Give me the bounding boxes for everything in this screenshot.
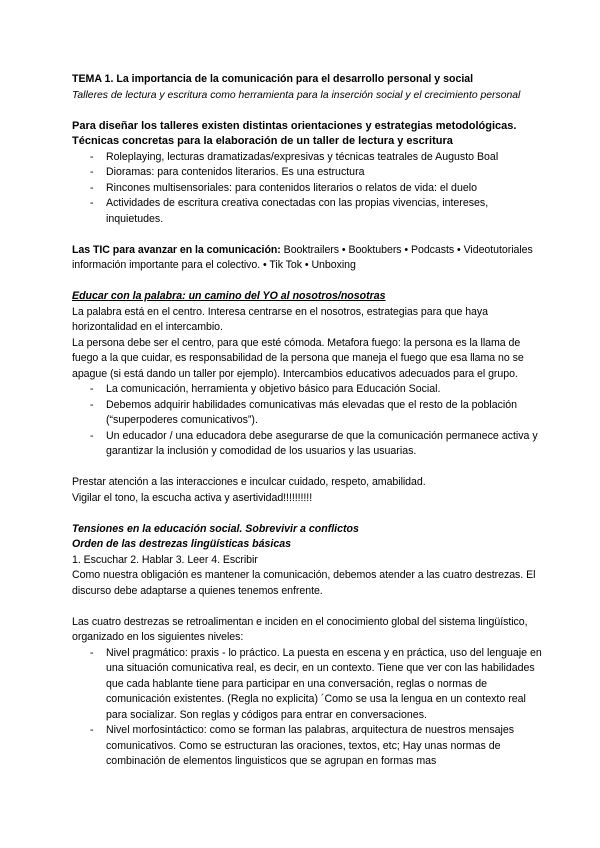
dash-marker: - — [90, 383, 94, 395]
tic-lead: Las TIC para avanzar en la comunicación: — [72, 243, 281, 256]
dash-marker: - — [90, 197, 94, 209]
tic-paragraph — [72, 243, 542, 274]
section2-para2: La persona debe ser el centro, para que esté cómoda. Metafora fuego: la persona es la llama de fuego a la que cuidar, es responsabilidad de la persona que maneja el fuego que esa llama no se apague (si está dando un taller por ejemplo). Intercambios educativos adecuados para el grupo. — [72, 336, 524, 380]
section3-para1: Como nuestra obligación es mantener la comunicación, debemos atender a las cuatro destrezas. El discurso debe adaptarse a quienes tenemos enfrente. — [72, 569, 536, 597]
dash-marker: - — [90, 181, 94, 194]
dash-marker: - — [90, 429, 94, 442]
section1-heading2: Técnicas concretas para la elaboración de un taller de lectura y escritura — [72, 135, 453, 147]
list-item: - Un educador / una educadora debe asegurarse de que la comunicación permanece activa y garantizar la inclusión y comodidad de los usuarios y las usuarias. — [90, 429, 538, 457]
list-item: - La comunicación, herramienta y objetivo básico para Educación Social. — [72, 382, 542, 398]
document-page — [72, 72, 542, 770]
list-item: - Roleplaying, lecturas dramatizadas/expresivas y técnicas teatrales de Augusto Boal — [72, 150, 542, 166]
dash-marker: - — [90, 398, 94, 411]
list-item: - Nivel pragmático: praxis - lo práctico. La puesta en escena y en práctica, uso del lenguaje en una situación comunicativa real, es decir, en un contexto. Tiene que ver con las habilidades que cada hablante tiene para participar en una conversación, reglas o normas de comunicación existentes. (Regla no explicita) ´Como se usa la lengua en un contexto real para socializar. Son reglas y códigos para entrar en conversaciones. — [90, 646, 542, 721]
tic-text: Booktrailers • Booktubers • Podcasts • Videotutoriales información importante para el colectivo. • Tik Tok • Unboxing — [72, 243, 533, 271]
title-text: La importancia de la comunicación para el desarrollo personal y social — [113, 73, 474, 85]
dash-marker: - — [90, 166, 94, 178]
dash-marker: - — [90, 646, 94, 659]
list-item: - Debemos adquirir habilidades comunicativas más elevadas que el resto de la población (“superpoderes comunicativos”). — [90, 398, 518, 426]
title-prefix: TEMA 1. — [72, 73, 114, 85]
levels-list — [72, 646, 542, 770]
list-item: - Rincones multisensoriales: para contenidos literarios o relatos de vida: el duelo — [72, 181, 542, 197]
list-item: - Dioramas: para contenidos literarios. Es una estructura — [72, 165, 542, 181]
list-item: - Actividades de escritura creativa conectadas con las propias vivencias, intereses, inquietudes. — [90, 197, 489, 225]
skills-order: 1. Escuchar 2. Hablar 3. Leer 4. Escribir — [72, 553, 258, 566]
dash-marker: - — [90, 724, 94, 736]
section3-heading1: Tensiones en la educación social. Sobrevivir a conflictos — [72, 522, 359, 535]
section1-heading1: Para diseñar los talleres existen distintas orientaciones y estrategias metodológicas. — [72, 119, 517, 132]
section2-para1: La palabra está en el centro. Interesa centrarse en el nosotros, estrategias para que haya horizontalidad en el intercambio. — [72, 305, 488, 333]
document-title — [72, 72, 542, 88]
section3-heading2: Orden de las destrezas lingüísticas básicas — [72, 538, 292, 550]
techniques-list — [72, 150, 542, 228]
section2-closing1: Prestar atención a las interacciones e inculcar cuidado, respeto, amabilidad. — [72, 476, 426, 488]
list-item: - Nivel morfosintáctico: como se forman las palabras, arquitectura de nuestros mensajes comunicativos. Como se estructuran las oraciones, textos, etc; Hay unas normas de combinación de elementos linguisticos que se agrupan en formas mas — [90, 724, 515, 767]
dash-marker: - — [90, 150, 94, 163]
document-subtitle: Talleres de lectura y escritura como herramienta para la inserción social y el crecimiento personal — [72, 89, 521, 101]
education-list — [72, 382, 542, 460]
section2-heading: Educar con la palabra: un camino del YO al nosotros/nosotras — [72, 290, 386, 302]
section3-para2: Las cuatro destrezas se retroalimentan e inciden en el conocimiento global del sistema lingüístico, organizado en los siguientes niveles: — [72, 615, 528, 643]
section2-closing2: Vigilar el tono, la escucha activa y asertividad!!!!!!!!!! — [72, 491, 313, 504]
